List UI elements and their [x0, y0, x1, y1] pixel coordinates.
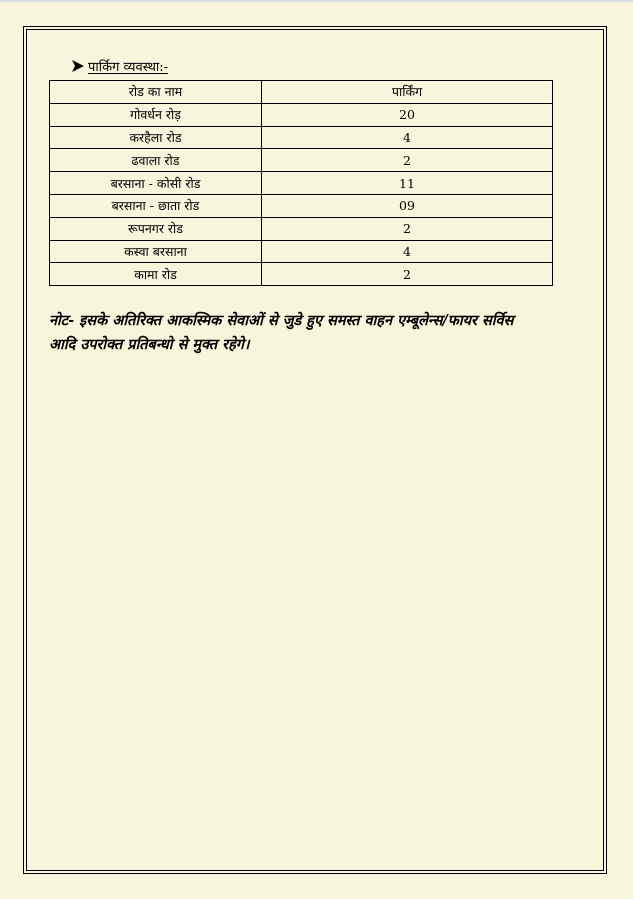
road-name-cell: गोवर्धन रोड़: [50, 103, 262, 126]
road-name-cell: बरसाना - कोसी रोड: [50, 172, 262, 195]
table-row: [50, 126, 553, 149]
road-name-cell: बरसाना - छाता रोड: [50, 194, 262, 217]
parking-table: [49, 80, 553, 286]
parking-count-cell: 11: [262, 172, 553, 195]
note-line-2: आदि उपरोक्त प्रतिबन्धो से मुक्त रहेगे।: [49, 336, 250, 353]
section-heading: [71, 57, 168, 75]
road-name-cell: करहैला रोड: [50, 126, 262, 149]
parking-count-cell: 2: [262, 217, 553, 240]
road-name-cell: कस्वा बरसाना: [50, 240, 262, 263]
table-header-row: [50, 81, 553, 104]
parking-count-cell: 4: [262, 126, 553, 149]
window-top-edge: [0, 0, 633, 2]
road-name-cell: ढवाला रोड: [50, 149, 262, 172]
arrowhead-bullet-icon: [71, 59, 85, 73]
parking-count-cell: 4: [262, 240, 553, 263]
note-line-1: नोट- इसके अतिरिक्त आकस्मिक सेवाओं से जुडे हुए समस्त वाहन एम्बूलेन्स/फायर सर्विस: [49, 312, 514, 329]
road-name-cell: कामा रोड: [50, 263, 262, 286]
table-row: [50, 172, 553, 195]
table-row: [50, 194, 553, 217]
parking-count-cell: 20: [262, 103, 553, 126]
table-row: [50, 240, 553, 263]
table-row: [50, 149, 553, 172]
table-row: [50, 103, 553, 126]
column-header-parking: पार्किंग: [262, 81, 553, 104]
table-row: [50, 263, 553, 286]
parking-count-cell: 2: [262, 263, 553, 286]
parking-count-cell: 2: [262, 149, 553, 172]
parking-count-cell: 09: [262, 194, 553, 217]
section-heading-text: पार्किग व्यवस्था:-: [88, 60, 169, 75]
table-row: [50, 217, 553, 240]
column-header-road-name: रोड का नाम: [50, 81, 262, 104]
note-paragraph: [49, 309, 599, 357]
road-name-cell: रूपनगर रोड: [50, 217, 262, 240]
